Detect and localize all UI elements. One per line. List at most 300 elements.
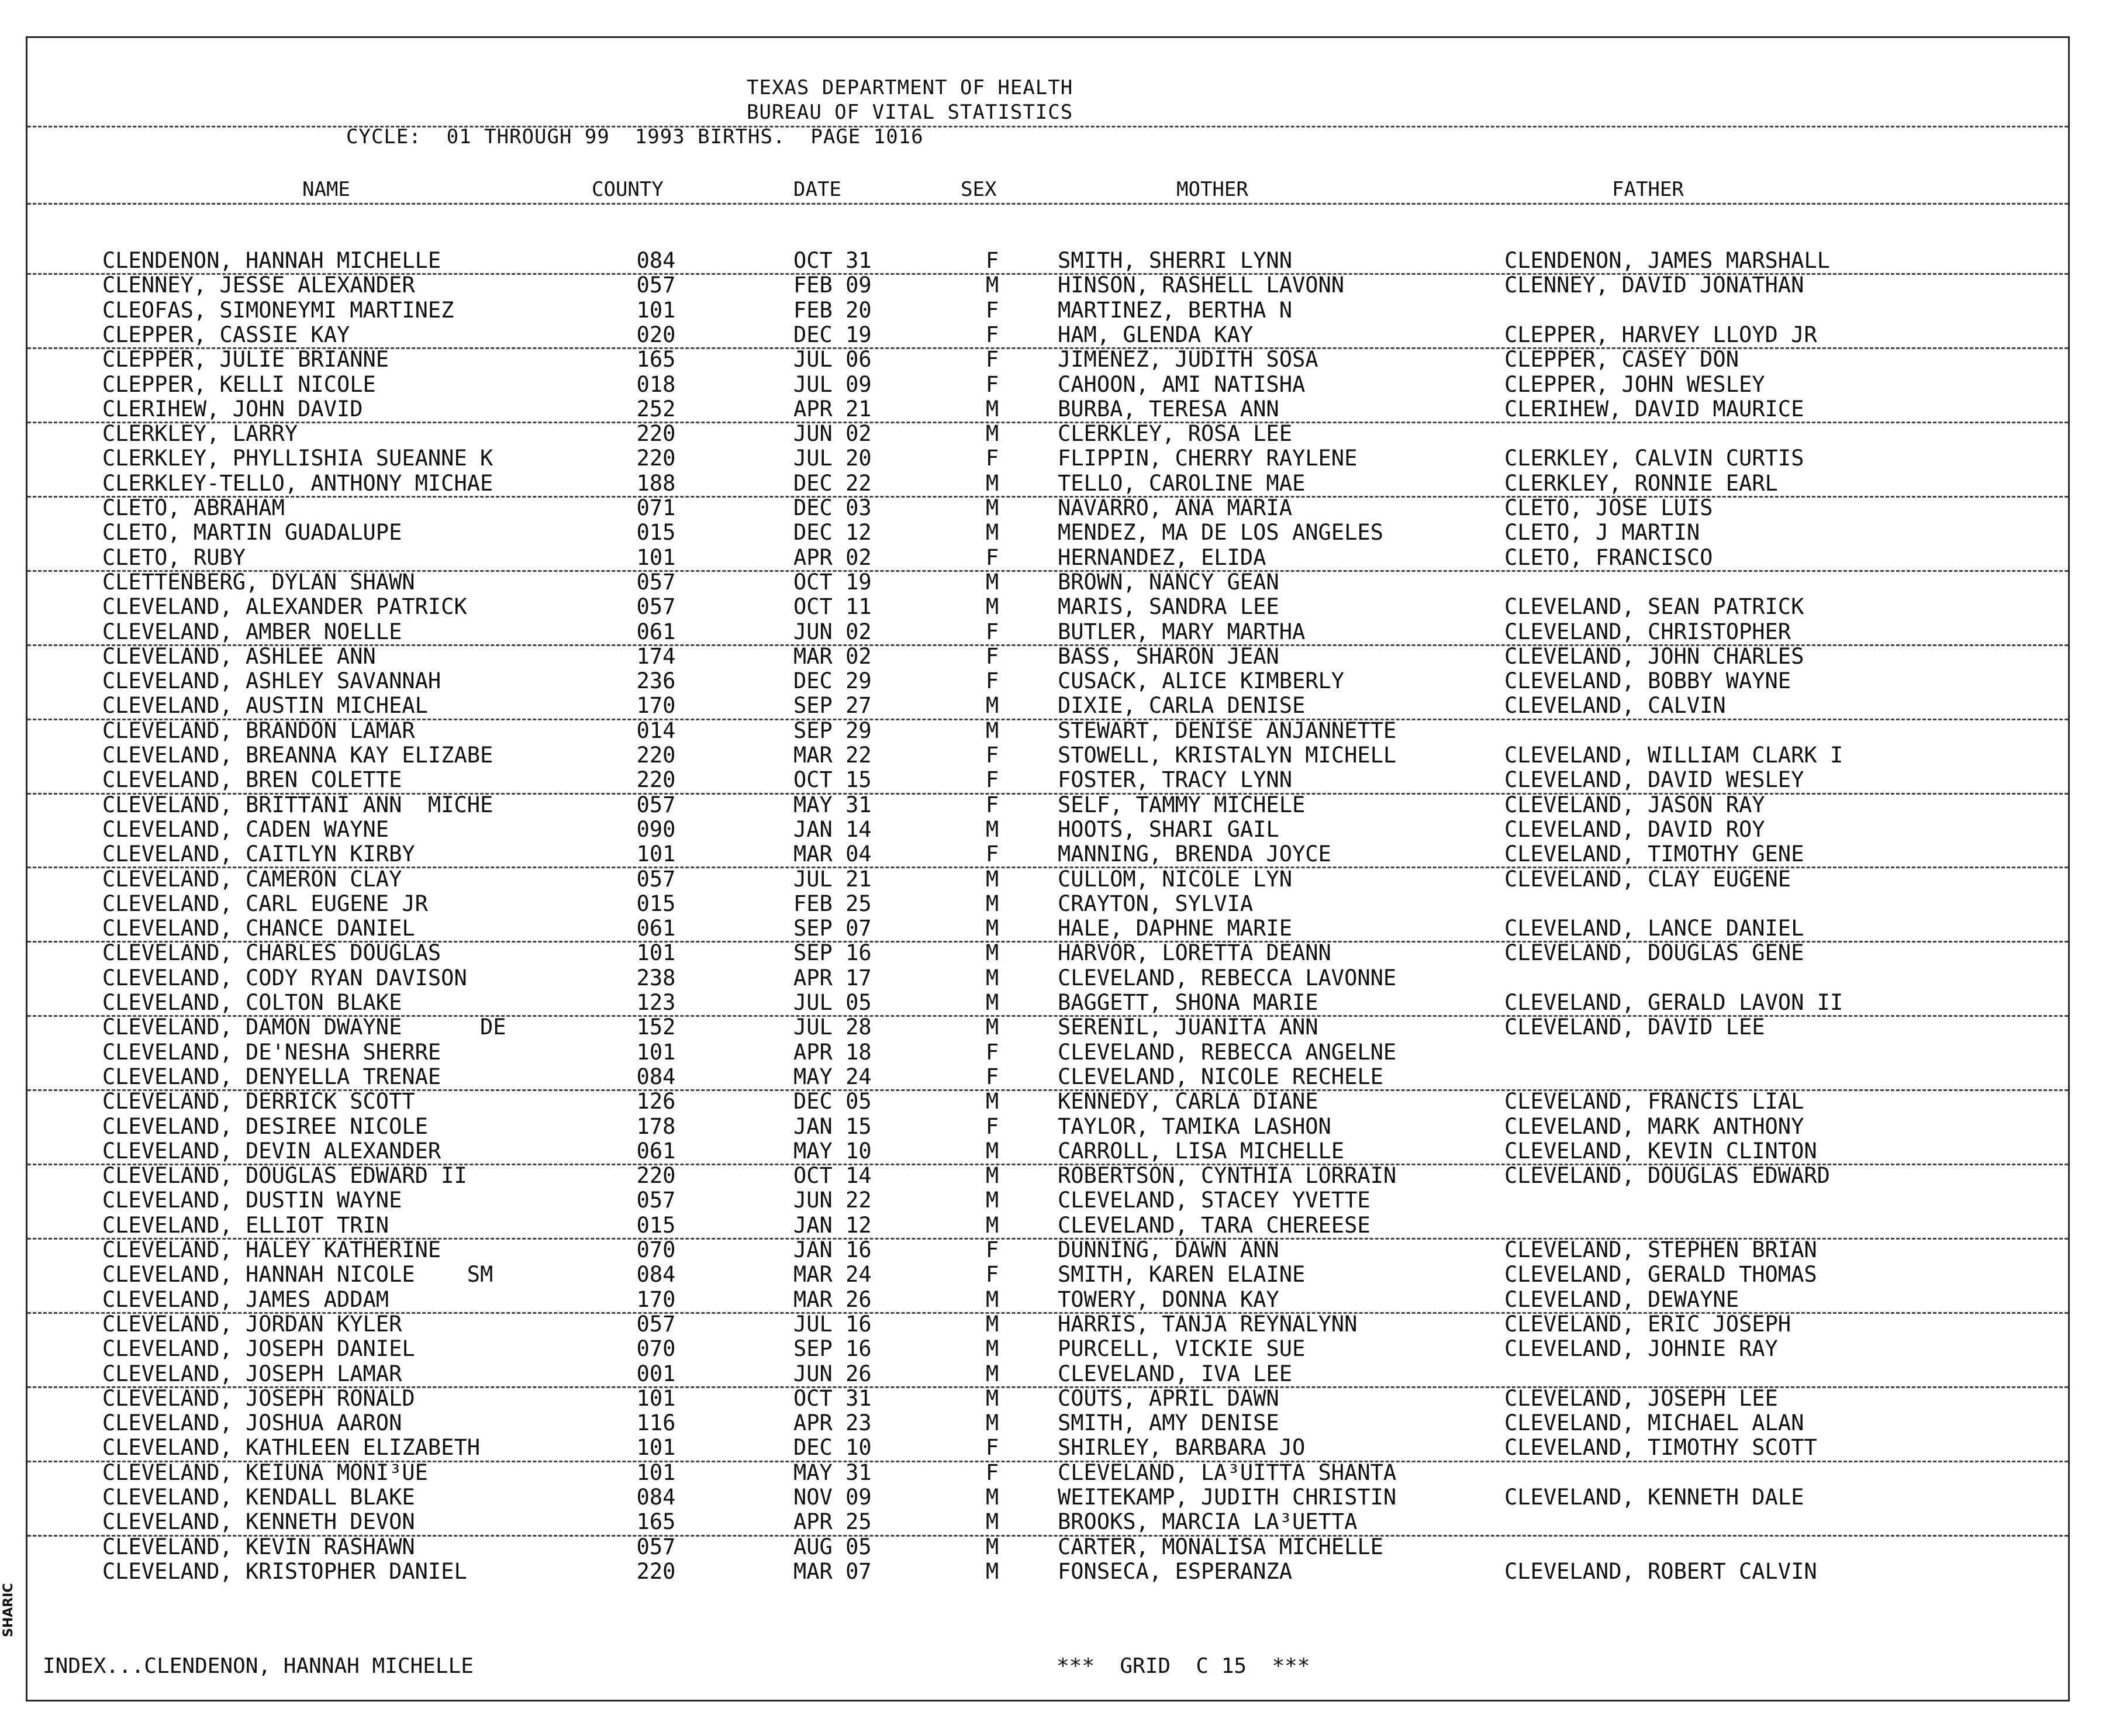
table-row bbox=[27, 595, 2068, 619]
cell-county: 015 bbox=[636, 520, 676, 546]
cell-sex: M bbox=[985, 1138, 999, 1164]
cell-name: CLENDENON, HANNAH MICHELLE bbox=[102, 248, 441, 273]
cell-father: CLENNEY, DAVID JONATHAN bbox=[1504, 272, 1804, 298]
cell-sex: M bbox=[985, 866, 999, 892]
cell-date: DEC 29 bbox=[793, 668, 872, 694]
cell-sex: M bbox=[985, 1163, 999, 1189]
cell-county: 252 bbox=[636, 396, 676, 422]
cell-date: MAR 02 bbox=[793, 643, 872, 669]
cell-name: CLETO, ABRAHAM bbox=[102, 495, 285, 520]
cell-date: APR 02 bbox=[793, 544, 872, 570]
cell-county: 116 bbox=[636, 1410, 676, 1436]
cell-date: FEB 25 bbox=[793, 891, 872, 916]
cell-date: DEC 05 bbox=[793, 1089, 872, 1114]
table-row bbox=[27, 1461, 2068, 1485]
cell-sex: M bbox=[985, 1212, 999, 1238]
cell-sex: M bbox=[985, 1311, 999, 1337]
cell-father: CLEVELAND, DOUGLAS EDWARD bbox=[1504, 1163, 1830, 1189]
cell-sex: M bbox=[985, 990, 999, 1015]
cell-date: OCT 15 bbox=[793, 767, 872, 793]
cell-county: 057 bbox=[636, 272, 676, 298]
table-row bbox=[27, 1213, 2068, 1240]
cell-sex: M bbox=[985, 421, 999, 447]
cell-county: 061 bbox=[636, 1138, 676, 1164]
cell-mother: CLERKLEY, ROSA LEE bbox=[1058, 421, 1292, 447]
cell-mother: JIMENEZ, JUDITH SOSA bbox=[1058, 347, 1318, 372]
cell-sex: M bbox=[985, 693, 999, 719]
cell-date: MAY 10 bbox=[793, 1138, 872, 1164]
table-row bbox=[27, 570, 2068, 595]
cell-county: 170 bbox=[636, 693, 676, 719]
header-rule-1 bbox=[27, 126, 2068, 127]
cell-sex: M bbox=[985, 1509, 999, 1535]
cell-name: CLEVELAND, HALEY KATHERINE bbox=[102, 1237, 441, 1262]
cell-date: SEP 16 bbox=[793, 1336, 872, 1362]
cell-date: DEC 03 bbox=[793, 495, 872, 520]
cell-sex: M bbox=[985, 1336, 999, 1362]
cell-name: CLEVELAND, KEIUNA MONI³UE bbox=[102, 1459, 428, 1485]
cell-county: 101 bbox=[636, 940, 676, 966]
cell-date: OCT 11 bbox=[793, 594, 872, 620]
cell-county: 220 bbox=[636, 421, 676, 447]
cell-date: JUN 02 bbox=[793, 421, 872, 447]
cell-date: JAN 12 bbox=[793, 1212, 872, 1238]
cell-date: DEC 10 bbox=[793, 1435, 872, 1461]
cell-father: CLEVELAND, DAVID ROY bbox=[1504, 816, 1765, 842]
table-row bbox=[27, 693, 2068, 720]
cell-sex: M bbox=[985, 594, 999, 620]
cell-date: NOV 09 bbox=[793, 1485, 872, 1510]
table-row bbox=[27, 1559, 2068, 1584]
cell-county: 084 bbox=[636, 1064, 676, 1089]
cell-sex: F bbox=[985, 297, 999, 323]
cell-name: CLEVELAND, KENNETH DEVON bbox=[102, 1509, 415, 1535]
cell-name: CLEVELAND, JOSHUA AARON bbox=[102, 1410, 402, 1436]
cell-name: CLEVELAND, JOSEPH RONALD bbox=[102, 1385, 415, 1411]
cell-county: 220 bbox=[636, 743, 676, 768]
cell-father: CLETO, J MARTIN bbox=[1504, 520, 1700, 546]
cell-mother: SMITH, AMY DENISE bbox=[1058, 1410, 1279, 1436]
table-row bbox=[27, 1065, 2068, 1091]
cell-sex: F bbox=[985, 643, 999, 669]
cell-sex: F bbox=[985, 1237, 999, 1262]
cell-county: 057 bbox=[636, 792, 676, 817]
cell-date: DEC 19 bbox=[793, 322, 872, 347]
cell-county: 101 bbox=[636, 1385, 676, 1411]
cell-date: APR 21 bbox=[793, 396, 872, 422]
cell-name: CLEVELAND, DOUGLAS EDWARD II bbox=[102, 1163, 467, 1189]
cell-sex: M bbox=[985, 396, 999, 422]
column-header-rule bbox=[27, 203, 2068, 205]
cell-county: 057 bbox=[636, 1188, 676, 1213]
cell-county: 101 bbox=[636, 1039, 676, 1065]
cell-date: MAY 31 bbox=[793, 1459, 872, 1485]
cell-date: OCT 19 bbox=[793, 569, 872, 595]
cell-date: JUN 02 bbox=[793, 619, 872, 644]
cell-county: 101 bbox=[636, 297, 676, 323]
cell-mother: TAYLOR, TAMIKA LASHON bbox=[1058, 1113, 1331, 1139]
cell-county: 236 bbox=[636, 668, 676, 694]
table-row bbox=[27, 793, 2068, 817]
cell-name: CLETO, RUBY bbox=[102, 544, 246, 570]
cell-sex: M bbox=[985, 272, 999, 298]
table-row bbox=[27, 1288, 2068, 1314]
cell-father: CLEVELAND, DEWAYNE bbox=[1504, 1286, 1739, 1312]
cell-sex: M bbox=[985, 520, 999, 546]
column-header-county: COUNTY bbox=[592, 178, 664, 201]
cell-county: 070 bbox=[636, 1336, 676, 1362]
cell-mother: HALE, DAPHNE MARIE bbox=[1058, 916, 1292, 941]
cell-sex: M bbox=[985, 916, 999, 941]
cell-father: CLEVELAND, ERIC JOSEPH bbox=[1504, 1311, 1791, 1337]
cell-county: 126 bbox=[636, 1089, 676, 1114]
cell-father: CLEVELAND, TIMOTHY SCOTT bbox=[1504, 1435, 1817, 1461]
cell-county: 220 bbox=[636, 767, 676, 793]
cell-mother: DIXIE, CARLA DENISE bbox=[1058, 693, 1306, 719]
cell-county: 174 bbox=[636, 643, 676, 669]
cell-mother: STOWELL, KRISTALYN MICHELL bbox=[1058, 743, 1397, 768]
index-line: INDEX...CLENDENON, HANNAH MICHELLE bbox=[43, 1654, 474, 1678]
table-row bbox=[27, 1188, 2068, 1213]
cell-date: DEC 22 bbox=[793, 470, 872, 496]
cell-county: 061 bbox=[636, 619, 676, 644]
cell-name: CLEVELAND, ASHLEY SAVANNAH bbox=[102, 668, 441, 694]
agency-title: TEXAS DEPARTMENT OF HEALTH bbox=[747, 76, 1073, 99]
cell-date: DEC 12 bbox=[793, 520, 872, 546]
cell-county: 015 bbox=[636, 891, 676, 916]
cell-county: 101 bbox=[636, 841, 676, 867]
cell-name: CLEVELAND, JAMES ADDAM bbox=[102, 1286, 389, 1312]
cell-name: CLEVELAND, DENYELLA TRENAE bbox=[102, 1064, 441, 1089]
cell-mother: CUSACK, ALICE KIMBERLY bbox=[1058, 668, 1345, 694]
cell-county: 071 bbox=[636, 495, 676, 520]
cell-date: MAY 31 bbox=[793, 792, 872, 817]
table-row bbox=[27, 1262, 2068, 1287]
cell-county: 057 bbox=[636, 569, 676, 595]
table-row bbox=[27, 1337, 2068, 1361]
cell-mother: CRAYTON, SYLVIA bbox=[1058, 891, 1254, 916]
cell-date: APR 23 bbox=[793, 1410, 872, 1436]
cell-mother: PURCELL, VICKIE SUE bbox=[1058, 1336, 1306, 1362]
cell-father: CLEVELAND, MICHAEL ALAN bbox=[1504, 1410, 1804, 1436]
cell-date: SEP 27 bbox=[793, 693, 872, 719]
cell-name: CLEVELAND, JORDAN KYLER bbox=[102, 1311, 402, 1337]
cell-name: CLEPPER, JULIE BRIANNE bbox=[102, 347, 389, 372]
cell-name: CLENNEY, JESSE ALEXANDER bbox=[102, 272, 415, 298]
cell-name: CLERKLEY, LARRY bbox=[102, 421, 298, 447]
cell-mother: MENDEZ, MA DE LOS ANGELES bbox=[1058, 520, 1383, 546]
cell-name: CLEVELAND, CADEN WAYNE bbox=[102, 816, 389, 842]
cell-name: CLEVELAND, BREANNA KAY ELIZABE bbox=[102, 743, 493, 768]
cell-name: CLEVELAND, CHANCE DANIEL bbox=[102, 916, 415, 941]
table-row bbox=[27, 422, 2068, 446]
table-row bbox=[27, 1114, 2068, 1139]
column-header-mother: MOTHER bbox=[1176, 178, 1248, 201]
cell-date: APR 17 bbox=[793, 965, 872, 990]
cell-mother: SHIRLEY, BARBARA JO bbox=[1058, 1435, 1306, 1461]
cell-name: CLEVELAND, DESIREE NICOLE bbox=[102, 1113, 428, 1139]
cell-mother: ROBERTSON, CYNTHIA LORRAIN bbox=[1058, 1163, 1397, 1189]
cell-father: CLEPPER, CASEY DON bbox=[1504, 347, 1739, 372]
cell-mother: BAGGETT, SHONA MARIE bbox=[1058, 990, 1318, 1015]
document-frame bbox=[26, 36, 2070, 1702]
cell-county: 057 bbox=[636, 1311, 676, 1337]
table-row bbox=[27, 1015, 2068, 1040]
table-row bbox=[27, 867, 2068, 892]
cell-name: CLEVELAND, KRISTOPHER DANIEL bbox=[102, 1558, 467, 1584]
table-row bbox=[27, 1238, 2068, 1262]
cell-sex: M bbox=[985, 1534, 999, 1559]
cell-name: CLEVELAND, KEVIN RASHAWN bbox=[102, 1534, 415, 1559]
table-row bbox=[27, 397, 2068, 423]
cell-county: 220 bbox=[636, 1163, 676, 1189]
cell-mother: KENNEDY, CARLA DIANE bbox=[1058, 1089, 1318, 1114]
bureau-title: BUREAU OF VITAL STATISTICS bbox=[747, 101, 1073, 124]
cell-sex: F bbox=[985, 841, 999, 867]
cell-father: CLEVELAND, STEPHEN BRIAN bbox=[1504, 1237, 1817, 1262]
cell-county: 020 bbox=[636, 322, 676, 347]
table-row bbox=[27, 892, 2068, 916]
cell-sex: F bbox=[985, 1113, 999, 1139]
cell-mother: TELLO, CAROLINE MAE bbox=[1058, 470, 1306, 496]
cell-mother: CLEVELAND, REBECCA ANGELNE bbox=[1058, 1039, 1397, 1065]
cell-sex: M bbox=[985, 1361, 999, 1386]
cell-mother: SERENIL, JUANITA ANN bbox=[1058, 1014, 1318, 1040]
cell-date: OCT 31 bbox=[793, 248, 872, 273]
cell-father: CLEVELAND, SEAN PATRICK bbox=[1504, 594, 1804, 620]
table-row bbox=[27, 446, 2068, 471]
cell-sex: F bbox=[985, 1064, 999, 1089]
cell-name: CLEVELAND, CAITLYN KIRBY bbox=[102, 841, 415, 867]
cell-sex: F bbox=[985, 743, 999, 768]
cell-name: CLEPPER, KELLI NICOLE bbox=[102, 371, 376, 397]
cell-mother: SMITH, KAREN ELAINE bbox=[1058, 1262, 1306, 1288]
cell-father: CLEPPER, JOHN WESLEY bbox=[1504, 371, 1765, 397]
table-row bbox=[27, 273, 2068, 298]
cell-date: FEB 09 bbox=[793, 272, 872, 298]
cell-name: CLEVELAND, HANNAH NICOLE SM bbox=[102, 1262, 493, 1288]
cell-county: 015 bbox=[636, 1212, 676, 1238]
cell-father: CLEVELAND, KENNETH DALE bbox=[1504, 1485, 1804, 1510]
cell-father: CLERKLEY, CALVIN CURTIS bbox=[1504, 446, 1804, 471]
cell-sex: M bbox=[985, 495, 999, 520]
cell-name: CLEVELAND, DAMON DWAYNE DE bbox=[102, 1014, 506, 1040]
cell-mother: SELF, TAMMY MICHELE bbox=[1058, 792, 1306, 817]
cell-mother: HOOTS, SHARI GAIL bbox=[1058, 816, 1279, 842]
table-row bbox=[27, 298, 2068, 323]
cell-county: 057 bbox=[636, 1534, 676, 1559]
cell-mother: MARIS, SANDRA LEE bbox=[1058, 594, 1279, 620]
cell-father: CLEPPER, HARVEY LLOYD JR bbox=[1504, 322, 1817, 347]
cell-county: 238 bbox=[636, 965, 676, 990]
cell-date: MAR 26 bbox=[793, 1286, 872, 1312]
cell-father: CLEVELAND, LANCE DANIEL bbox=[1504, 916, 1804, 941]
cell-sex: F bbox=[985, 767, 999, 793]
cell-name: CLEVELAND, JOSEPH LAMAR bbox=[102, 1361, 402, 1386]
cell-sex: M bbox=[985, 1410, 999, 1436]
cell-county: 165 bbox=[636, 347, 676, 372]
cell-sex: M bbox=[985, 1558, 999, 1584]
cell-father: CLEVELAND, JOHN CHARLES bbox=[1504, 643, 1804, 669]
cell-county: 165 bbox=[636, 1509, 676, 1535]
cell-sex: M bbox=[985, 940, 999, 966]
cell-date: JAN 14 bbox=[793, 816, 872, 842]
cell-date: SEP 07 bbox=[793, 916, 872, 941]
cell-sex: M bbox=[985, 717, 999, 743]
column-header-father: FATHER bbox=[1612, 178, 1684, 201]
cell-name: CLETO, MARTIN GUADALUPE bbox=[102, 520, 402, 546]
cell-father: CLEVELAND, CALVIN bbox=[1504, 693, 1726, 719]
cell-mother: HINSON, RASHELL LAVONN bbox=[1058, 272, 1345, 298]
cell-date: MAR 22 bbox=[793, 743, 872, 768]
cell-mother: CLEVELAND, IVA LEE bbox=[1058, 1361, 1292, 1386]
cell-mother: CARTER, MONALISA MICHELLE bbox=[1058, 1534, 1383, 1559]
cell-date: JUL 20 bbox=[793, 446, 872, 471]
column-header-name: NAME bbox=[302, 178, 350, 201]
cell-date: AUG 05 bbox=[793, 1534, 872, 1559]
cell-mother: HERNANDEZ, ELIDA bbox=[1058, 544, 1266, 570]
cell-date: MAR 07 bbox=[793, 1558, 872, 1584]
cell-name: CLEVELAND, KATHLEEN ELIZABETH bbox=[102, 1435, 481, 1461]
cell-mother: HAM, GLENDA KAY bbox=[1058, 322, 1254, 347]
cell-sex: M bbox=[985, 965, 999, 990]
cell-name: CLETTENBERG, DYLAN SHAWN bbox=[102, 569, 415, 595]
cell-mother: TOWERY, DONNA KAY bbox=[1058, 1286, 1279, 1312]
cell-county: 061 bbox=[636, 916, 676, 941]
cell-date: MAY 24 bbox=[793, 1064, 872, 1089]
cell-county: 057 bbox=[636, 866, 676, 892]
cell-mother: FOSTER, TRACY LYNN bbox=[1058, 767, 1292, 793]
table-row bbox=[27, 372, 2068, 397]
cell-name: CLEVELAND, DUSTIN WAYNE bbox=[102, 1188, 402, 1213]
cell-name: CLEVELAND, ALEXANDER PATRICK bbox=[102, 594, 467, 620]
grid-label: *** GRID C 15 *** bbox=[1057, 1654, 1310, 1678]
table-row bbox=[27, 1435, 2068, 1462]
cell-mother: CLEVELAND, LA³UITTA SHANTA bbox=[1058, 1459, 1397, 1485]
cell-mother: SMITH, SHERRI LYNN bbox=[1058, 248, 1292, 273]
cell-name: CLEVELAND, CODY RYAN DAVISON bbox=[102, 965, 467, 990]
cell-date: JAN 16 bbox=[793, 1237, 872, 1262]
cell-name: CLEVELAND, AUSTIN MICHEAL bbox=[102, 693, 428, 719]
cell-sex: M bbox=[985, 1089, 999, 1114]
table-row bbox=[27, 1510, 2068, 1536]
cell-county: 178 bbox=[636, 1113, 676, 1139]
cell-county: 084 bbox=[636, 248, 676, 273]
cell-date: SEP 16 bbox=[793, 940, 872, 966]
cell-county: 123 bbox=[636, 990, 676, 1015]
cell-date: APR 25 bbox=[793, 1509, 872, 1535]
table-row bbox=[27, 1386, 2068, 1411]
table-row bbox=[27, 1312, 2068, 1337]
cell-father: CLEVELAND, CHRISTOPHER bbox=[1504, 619, 1791, 644]
cell-sex: F bbox=[985, 347, 999, 372]
cell-name: CLEPPER, CASSIE KAY bbox=[102, 322, 350, 347]
cell-sex: M bbox=[985, 1485, 999, 1510]
cell-mother: DUNNING, DAWN ANN bbox=[1058, 1237, 1279, 1262]
cell-mother: CARROLL, LISA MICHELLE bbox=[1058, 1138, 1345, 1164]
cell-mother: HARVOR, LORETTA DEANN bbox=[1058, 940, 1331, 966]
table-row bbox=[27, 1411, 2068, 1435]
cell-father: CLENDENON, JAMES MARSHALL bbox=[1504, 248, 1830, 273]
cell-county: 101 bbox=[636, 544, 676, 570]
cell-sex: F bbox=[985, 371, 999, 397]
cell-name: CLEVELAND, DEVIN ALEXANDER bbox=[102, 1138, 441, 1164]
table-row bbox=[27, 1485, 2068, 1510]
table-row bbox=[27, 546, 2068, 572]
cell-name: CLEVELAND, ELLIOT TRIN bbox=[102, 1212, 389, 1238]
cell-county: 070 bbox=[636, 1237, 676, 1262]
cell-county: 220 bbox=[636, 446, 676, 471]
cell-father: CLEVELAND, MARK ANTHONY bbox=[1504, 1113, 1804, 1139]
cell-sex: F bbox=[985, 1435, 999, 1461]
cell-name: CLEVELAND, CHARLES DOUGLAS bbox=[102, 940, 441, 966]
table-row bbox=[27, 347, 2068, 372]
cycle-line: CYCLE: 01 THROUGH 99 1993 BIRTHS. PAGE 1016 bbox=[346, 125, 924, 149]
cell-mother: FLIPPIN, CHERRY RAYLENE bbox=[1058, 446, 1358, 471]
cell-mother: CULLOM, NICOLE LYN bbox=[1058, 866, 1292, 892]
cell-mother: CLEVELAND, REBECCA LAVONNE bbox=[1058, 965, 1397, 990]
cell-county: 170 bbox=[636, 1286, 676, 1312]
cell-name: CLERIHEW, JOHN DAVID bbox=[102, 396, 363, 422]
cell-county: 220 bbox=[636, 1558, 676, 1584]
column-header-sex: SEX bbox=[961, 178, 997, 201]
cell-sex: F bbox=[985, 619, 999, 644]
cell-date: JAN 15 bbox=[793, 1113, 872, 1139]
cell-father: CLEVELAND, TIMOTHY GENE bbox=[1504, 841, 1804, 867]
cell-name: CLEVELAND, JOSEPH DANIEL bbox=[102, 1336, 415, 1362]
cell-sex: M bbox=[985, 1385, 999, 1411]
cell-date: JUL 06 bbox=[793, 347, 872, 372]
cell-county: 001 bbox=[636, 1361, 676, 1386]
cell-mother: FONSECA, ESPERANZA bbox=[1058, 1558, 1292, 1584]
cell-sex: F bbox=[985, 322, 999, 347]
table-row bbox=[27, 471, 2068, 498]
cell-sex: M bbox=[985, 470, 999, 496]
cell-date: JUL 21 bbox=[793, 866, 872, 892]
table-row bbox=[27, 768, 2068, 794]
cell-father: CLEVELAND, CLAY EUGENE bbox=[1504, 866, 1791, 892]
cell-name: CLEVELAND, BRANDON LAMAR bbox=[102, 717, 415, 743]
cell-date: JUL 16 bbox=[793, 1311, 872, 1337]
cell-father: CLEVELAND, DAVID LEE bbox=[1504, 1014, 1765, 1040]
cell-mother: BROWN, NANCY GEAN bbox=[1058, 569, 1279, 595]
cell-father: CLETO, FRANCISCO bbox=[1504, 544, 1713, 570]
cell-name: CLEVELAND, BRITTANI ANN MICHE bbox=[102, 792, 493, 817]
cell-father: CLEVELAND, WILLIAM CLARK I bbox=[1504, 743, 1844, 768]
cell-date: JUL 05 bbox=[793, 990, 872, 1015]
cell-date: JUN 26 bbox=[793, 1361, 872, 1386]
table-row bbox=[27, 1040, 2068, 1065]
cell-sex: F bbox=[985, 1459, 999, 1485]
cell-date: OCT 14 bbox=[793, 1163, 872, 1189]
cell-sex: F bbox=[985, 446, 999, 471]
cell-name: CLEVELAND, DERRICK SCOTT bbox=[102, 1089, 415, 1114]
cell-sex: M bbox=[985, 891, 999, 916]
table-row bbox=[27, 842, 2068, 868]
cell-mother: MANNING, BRENDA JOYCE bbox=[1058, 841, 1331, 867]
cell-county: 084 bbox=[636, 1262, 676, 1288]
cell-name: CLEVELAND, BREN COLETTE bbox=[102, 767, 402, 793]
cell-county: 057 bbox=[636, 594, 676, 620]
cell-date: OCT 31 bbox=[793, 1385, 872, 1411]
cell-date: APR 18 bbox=[793, 1039, 872, 1065]
cell-mother: BROOKS, MARCIA LA³UETTA bbox=[1058, 1509, 1358, 1535]
cell-father: CLERIHEW, DAVID MAURICE bbox=[1504, 396, 1804, 422]
cell-county: 101 bbox=[636, 1459, 676, 1485]
column-header-date: DATE bbox=[793, 178, 841, 201]
cell-sex: F bbox=[985, 1262, 999, 1288]
cell-father: CLEVELAND, BOBBY WAYNE bbox=[1504, 668, 1791, 694]
